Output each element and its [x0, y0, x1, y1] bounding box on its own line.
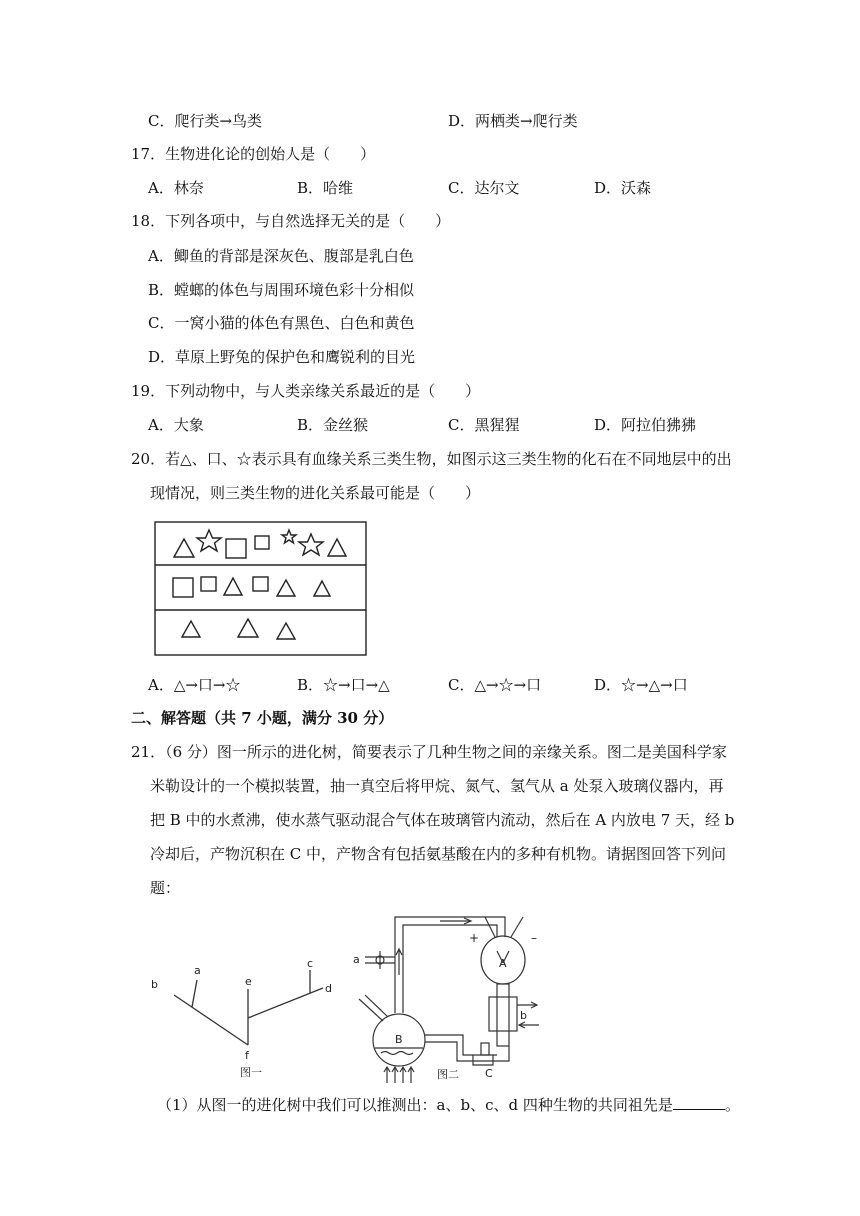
tree-label-d: d: [325, 982, 332, 995]
q20-option-b: B．☆→口→△: [297, 676, 390, 694]
square-fossil: [173, 578, 193, 597]
triangle-fossil: [328, 539, 346, 556]
fossil-strata-figure: [154, 521, 368, 657]
trap-c: [473, 1055, 493, 1065]
q21-line-4: 冷却后，产物沉积在 C 中，产物含有包括氨基酸在内的多种有机物。请据图回答下列问: [150, 845, 727, 863]
tree-branch: [192, 980, 197, 1007]
star-fossil: [299, 534, 323, 555]
label-plus: +: [469, 931, 480, 945]
star-fossil: [197, 530, 221, 551]
label-minus: –: [531, 931, 537, 945]
flask-b-neck: [365, 995, 388, 1017]
condenser-jacket: [489, 997, 517, 1031]
q21-line-2: 米勒设计的一个模拟装置，抽一真空后将甲烷、氮气、氢气从 a 处泵入玻璃仪器内，再: [150, 777, 724, 795]
square-fossil: [253, 577, 268, 591]
q20-stem-line2: 现情况，则三类生物的进化关系最可能是（ ）: [150, 484, 481, 502]
answer-blank[interactable]: [673, 1095, 725, 1110]
stopcock-icon: [481, 1043, 489, 1055]
label-A: A: [499, 957, 507, 970]
q21-sub1-text: （1）从图一的进化树中我们可以推测出：a、b、c、d 四种生物的共同祖先是: [157, 1096, 673, 1114]
label-C: C: [485, 1067, 493, 1080]
tree-label-f: f: [245, 1049, 249, 1062]
q16-option-c: C．爬行类→鸟类: [148, 112, 263, 130]
triangle-fossil: [277, 623, 295, 639]
q21-sub1: [157, 1094, 740, 1116]
q17-option-a: A．林奈: [148, 179, 204, 197]
triangle-fossil: [238, 619, 258, 637]
tree-label-e: e: [245, 975, 252, 988]
figure-1-caption: 图一: [240, 1066, 262, 1079]
q20-option-d: D．☆→△→口: [594, 676, 688, 694]
figure-2-caption: 图二: [437, 1068, 459, 1081]
evolution-tree-figure: [140, 955, 350, 1085]
q21-sub1-end: 。: [724, 1096, 740, 1114]
electrode-plus: [485, 917, 495, 937]
flask-b-neck: [359, 999, 383, 1021]
q17-stem: 17．生物进化论的创始人是（ ）: [131, 145, 376, 163]
condenser-tube: [497, 984, 509, 1046]
q18-option-a: A．鲫鱼的背部是深灰色、腹部是乳白色: [148, 247, 414, 265]
q17-option-c: C．达尔文: [448, 179, 520, 197]
section-title: 二、解答题（共 7 小题，满分 30 分）: [131, 709, 394, 727]
square-fossil: [255, 536, 269, 549]
triangle-fossil: [277, 580, 295, 596]
q20-stem-line1: 20．若△、口、☆表示具有血缘关系三类生物，如图示这三类生物的化石在不同地层中的出: [131, 450, 732, 468]
strata-frame: [155, 522, 366, 655]
tree-branch: [248, 988, 323, 1018]
q18-option-c: C．一窝小猫的体色有黑色、白色和黄色: [148, 314, 415, 332]
q17-option-d: D．沃森: [594, 179, 652, 197]
q18-stem: 18．下列各项中，与自然选择无关的是（ ）: [131, 212, 451, 230]
tree-label-c: c: [307, 957, 314, 970]
tree-label-a: a: [194, 964, 201, 977]
triangle-fossil: [182, 621, 200, 637]
label-a: a: [353, 953, 360, 966]
miller-apparatus-figure: [345, 905, 555, 1085]
q18-option-b: B．螳螂的体色与周围环境色彩十分相似: [148, 281, 415, 299]
star-fossil: [282, 530, 296, 543]
q19-option-b: B．金丝猴: [297, 416, 369, 434]
triangle-fossil: [174, 539, 194, 557]
glass-tube: [425, 1042, 509, 1061]
q19-option-a: A．大象: [148, 416, 204, 434]
electrode-minus: [511, 917, 523, 937]
q21-line-3: 把 B 中的水煮沸，使水蒸气驱动混合气体在玻璃管内流动，然后在 A 内放电 7 天，经 b: [150, 811, 735, 829]
tree-label-b: b: [151, 978, 158, 991]
glass-tube: [425, 1035, 497, 1055]
q21-line-1: 21．（6 分）图一所示的进化树，简要表示了几种生物之间的亲缘关系。图二是美国科学家: [131, 743, 727, 761]
q18-option-d: D．草原上野兔的保护色和鹰锐利的目光: [148, 348, 416, 366]
q19-option-c: C．黑猩猩: [448, 416, 520, 434]
q19-stem: 19．下列动物中，与人类亲缘关系最近的是（ ）: [131, 382, 481, 400]
water-wave: [381, 1052, 413, 1055]
q17-option-b: B．哈维: [297, 179, 354, 197]
label-b: b: [520, 1009, 527, 1022]
q20-option-a: A．△→口→☆: [148, 676, 241, 694]
q21-line-5: 题：: [150, 879, 181, 897]
q16-option-d: D．两栖类→爬行类: [448, 112, 578, 130]
square-fossil: [226, 539, 246, 558]
triangle-fossil: [224, 578, 242, 595]
label-B: B: [395, 1033, 403, 1046]
square-fossil: [201, 577, 216, 591]
triangle-fossil: [314, 581, 330, 596]
tree-branch: [174, 995, 248, 1045]
q19-option-d: D．阿拉伯狒狒: [594, 416, 697, 434]
q20-option-c: C．△→☆→口: [448, 676, 542, 694]
